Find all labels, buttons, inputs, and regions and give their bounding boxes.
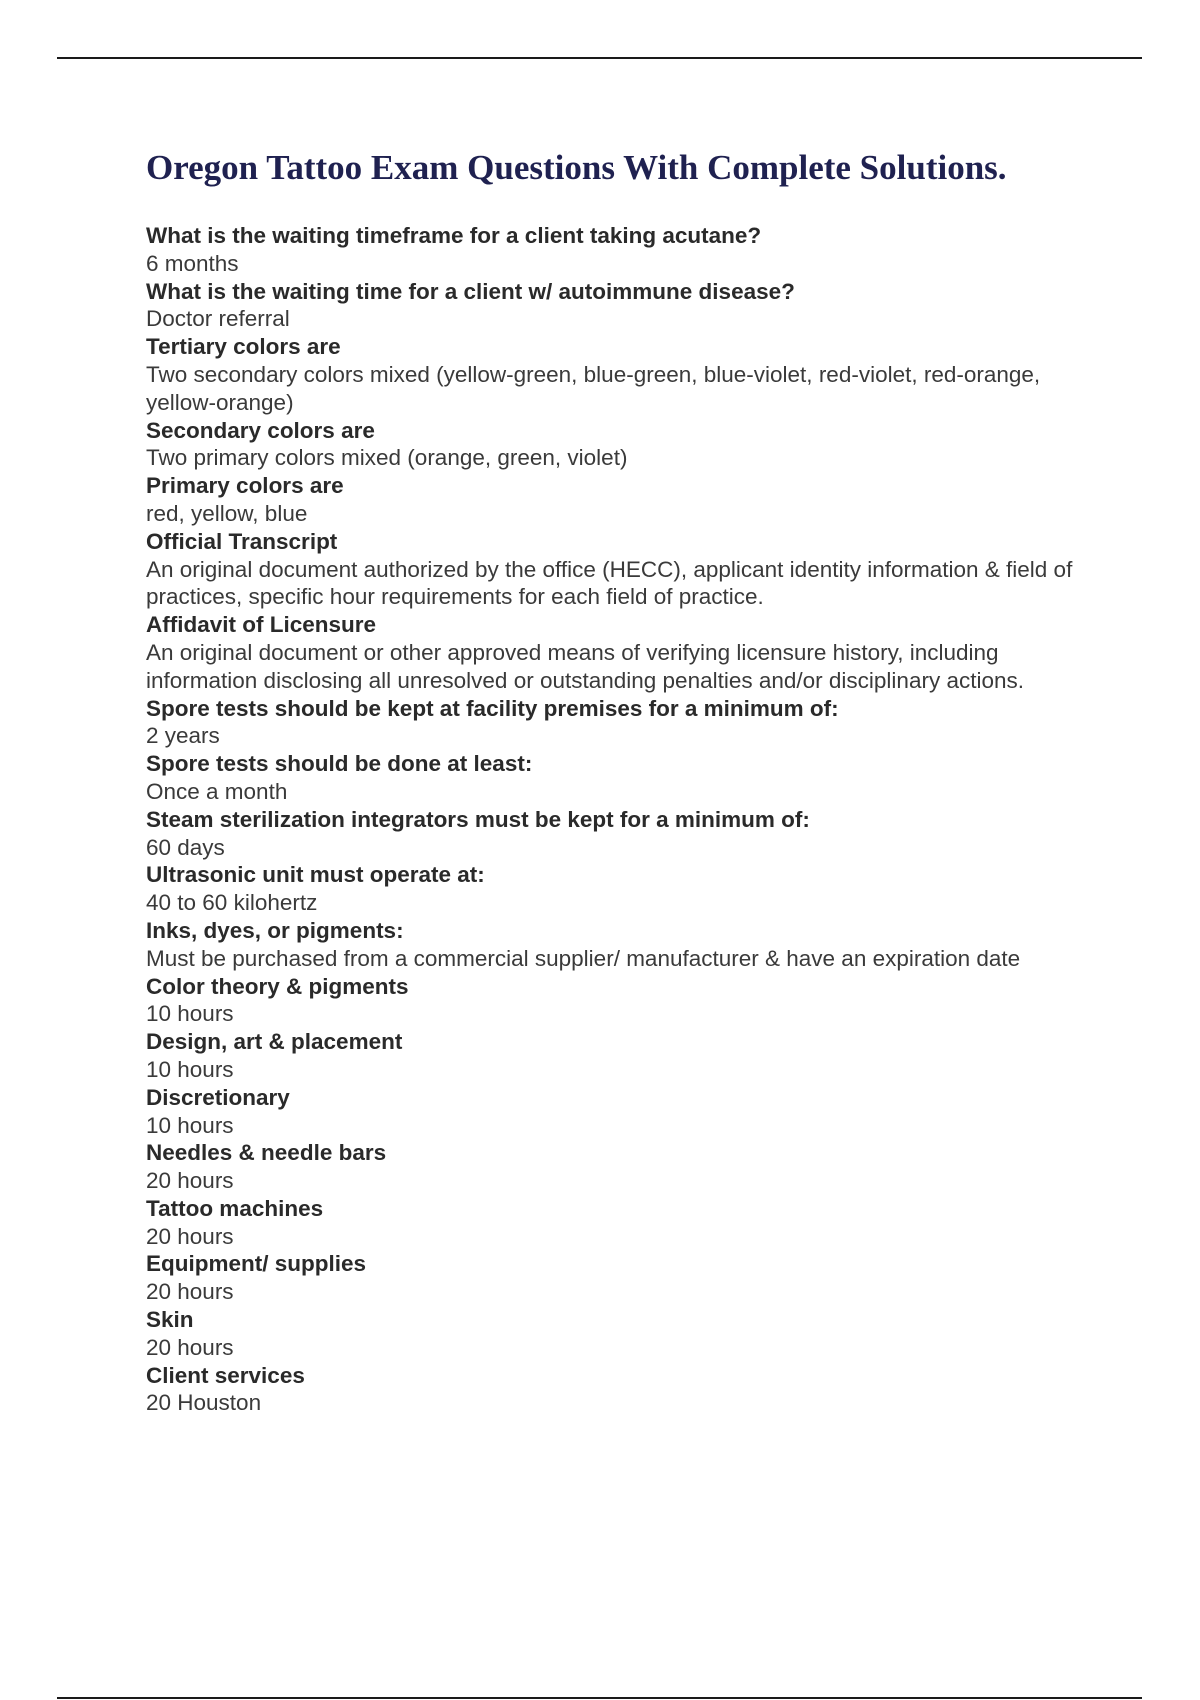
question-text: What is the waiting time for a client w/ autoimmune disease? [146,278,795,304]
answer-text: 60 days [146,834,225,860]
qa-item [146,695,1106,751]
question-text: Spore tests should be done at least: [146,751,533,777]
answer-text: Doctor referral [146,306,290,332]
answer-text: 6 months [146,250,239,276]
question-text: Discretionary [146,1084,290,1110]
qa-item [146,917,1106,973]
qa-item [146,750,1106,806]
answer-text: 20 Houston [146,1390,262,1416]
answer-text: 40 to 60 kilohertz [146,890,318,916]
qa-item [146,1362,1106,1418]
qa-item [146,1084,1106,1140]
qa-item [146,806,1106,862]
answer-text: 10 hours [146,1056,234,1082]
answer-text: Once a month [146,778,288,804]
question-text: Skin [146,1307,194,1333]
question-text: Equipment/ supplies [146,1251,367,1277]
answer-text: 20 hours [146,1168,234,1194]
qa-item [146,222,1106,278]
answer-text: 10 hours [146,1112,234,1138]
answer-text: 20 hours [146,1279,234,1305]
qa-item [146,1250,1106,1306]
qa-item [146,611,1106,694]
qa-item [146,861,1106,917]
qa-item [146,528,1106,611]
question-text: What is the waiting timeframe for a client taking acutane? [146,223,762,248]
qa-item [146,1028,1106,1084]
answer-text: Must be purchased from a commercial supplier/ manufacturer & have an expiration date [146,945,1021,971]
qa-item [146,417,1106,473]
qa-item [146,1139,1106,1195]
question-text: Spore tests should be kept at facility premises for a minimum of: [146,695,839,721]
question-text: Secondary colors are [146,417,375,443]
qa-list [146,222,1106,1417]
qa-item [146,1306,1106,1362]
question-text: Needles & needle bars [146,1140,387,1166]
answer-text: An original document or other approved means of verifying licensure history, including information disclosing all unresolved or outstanding penalties and/or disciplinary actions. [146,639,1024,693]
question-text: Steam sterilization integrators must be kept for a minimum of: [146,806,810,832]
answer-text: Two secondary colors mixed (yellow-green, blue-green, blue-violet, red-violet, red-orange, yellow-orange) [146,361,1041,415]
answer-text: An original document authorized by the office (HECC), applicant identity information & field of practices, specific hour requirements for each field of practice. [146,556,1073,610]
answer-text: red, yellow, blue [146,500,308,526]
qa-item [146,333,1106,416]
question-text: Tertiary colors are [146,334,341,360]
answer-text: Two primary colors mixed (orange, green, violet) [146,445,628,471]
question-text: Color theory & pigments [146,973,409,999]
qa-item [146,1195,1106,1251]
question-text: Primary colors are [146,473,344,499]
question-text: Official Transcript [146,528,338,554]
question-text: Affidavit of Licensure [146,612,377,638]
question-text: Tattoo machines [146,1195,324,1221]
qa-item [146,472,1106,528]
qa-item [146,278,1106,334]
document-body [146,140,1106,1417]
question-text: Client services [146,1362,305,1388]
answer-text: 20 hours [146,1334,234,1360]
question-text: Design, art & placement [146,1029,403,1055]
qa-item [146,973,1106,1029]
bottom-rule [57,1697,1142,1699]
document-title: Oregon Tattoo Exam Questions With Complete Solutions. [146,148,1007,187]
question-text: Ultrasonic unit must operate at: [146,862,485,888]
top-rule [57,57,1142,59]
answer-text: 2 years [146,723,220,749]
answer-text: 20 hours [146,1223,234,1249]
answer-text: 10 hours [146,1001,234,1027]
question-text: Inks, dyes, or pigments: [146,917,404,943]
